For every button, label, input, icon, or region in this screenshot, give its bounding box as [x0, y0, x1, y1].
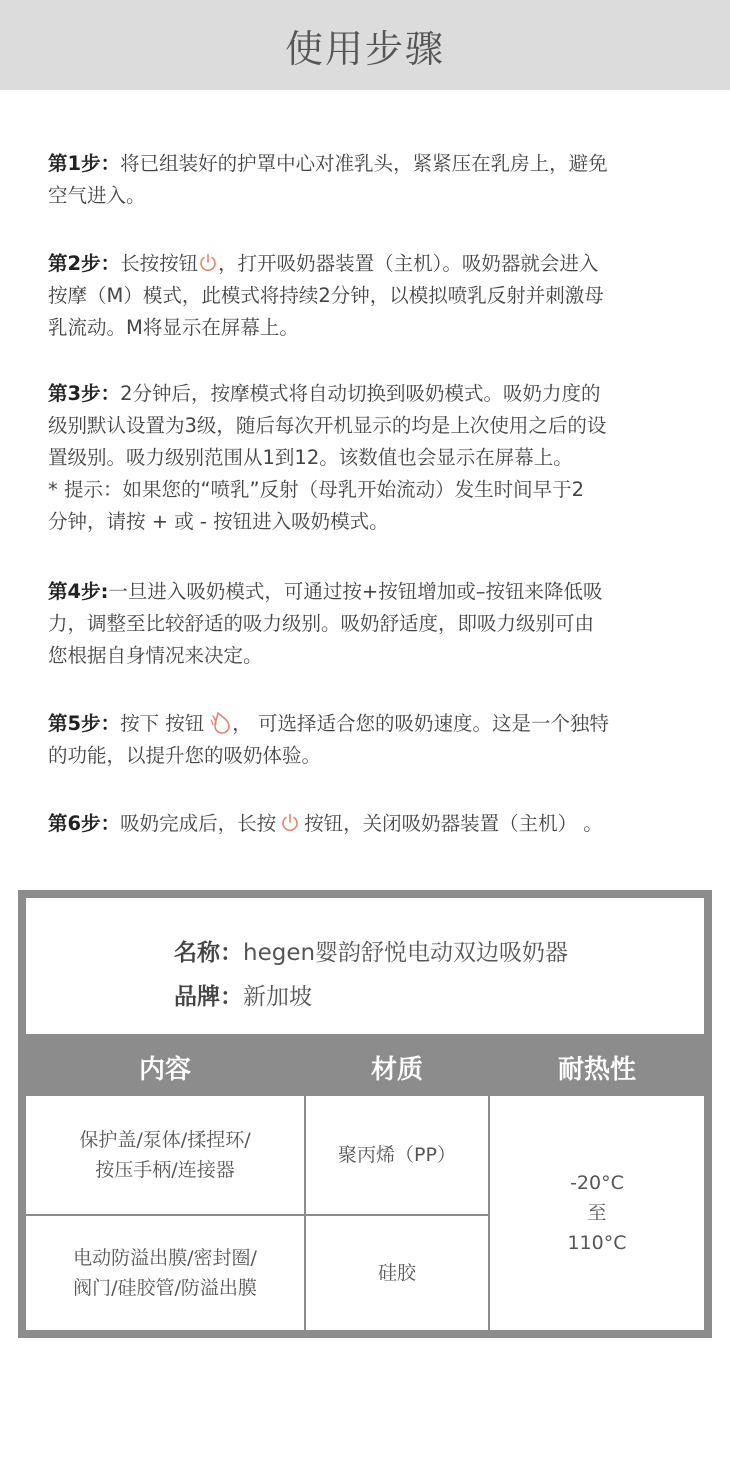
step-text: 置级别。吸力级别范围从1到12。该数值也会显示在屏幕上。	[48, 446, 573, 469]
step-label: 第3步：	[48, 382, 121, 405]
step-text: 按钮，关闭吸奶器装置（主机） 。	[304, 812, 603, 835]
table-cell	[306, 1096, 488, 1214]
step-text: 将已组装好的护罩中心对准乳头，紧紧压在乳房上，避免	[120, 152, 608, 175]
step-text: 级别默认设置为3级，随后每次开机显示的均是上次使用之后的设	[48, 414, 607, 437]
step-text: 吸奶完成后，长按	[120, 812, 277, 835]
product-brand-value: 新加坡	[243, 984, 312, 1010]
step-label: 第4步:	[48, 580, 109, 603]
table-cell	[26, 1216, 304, 1330]
header-content: 内容	[26, 1040, 304, 1094]
table-cell-heat	[490, 1096, 704, 1330]
product-info	[26, 898, 704, 1034]
step-5	[48, 708, 693, 772]
cell-content: 电动防溢出膜/密封圈/ 阀门/硅胶管/防溢出膜	[73, 1247, 257, 1299]
step-4	[48, 576, 693, 672]
step-text: 的功能，以提升您的吸奶体验。	[48, 744, 322, 767]
step-text: 按下 按钮	[120, 712, 205, 735]
step-label: 第2步：	[48, 252, 121, 275]
step-text: ， 可选择适合您的吸奶速度。这是一个独特	[232, 712, 609, 735]
step-label: 第5步：	[48, 712, 121, 735]
step-text: 您根据自身情况来决定。	[48, 644, 263, 667]
step-text: 一旦进入吸奶模式，可通过按+按钮增加或–按钮来降低吸	[108, 580, 603, 603]
step-label: 第6步：	[48, 812, 121, 835]
step-2	[48, 248, 693, 344]
step-text: 长按按钮	[120, 252, 199, 275]
tip-text: 分钟，请按 + 或 - 按钮进入吸奶模式。	[48, 510, 389, 533]
droplet-speed-icon	[210, 711, 232, 735]
step-1	[48, 148, 693, 212]
product-brand-label: 品牌：	[174, 984, 243, 1010]
product-name-label: 名称：	[174, 940, 243, 966]
step-text: 乳流动。M将显示在屏幕上。	[48, 316, 299, 339]
step-6	[48, 808, 693, 840]
step-text: 按摩（M）模式，此模式将持续2分钟，以模拟喷乳反射并刺激母	[48, 284, 604, 307]
step-text: 力，调整至比较舒适的吸力级别。吸奶舒适度，即吸力级别可由	[48, 612, 595, 635]
table-cell	[26, 1096, 304, 1214]
cell-material: 聚丙烯（PP）	[338, 1144, 456, 1166]
power-icon	[280, 813, 300, 833]
step-text: ，打开吸奶器装置（主机）。吸奶器就会进入	[218, 252, 599, 275]
header-material: 材质	[306, 1040, 488, 1094]
page-header	[0, 0, 730, 90]
cell-heat: -20°C 至 110°C	[567, 1172, 627, 1254]
cell-content: 保护盖/泵体/揉捏环/ 按压手柄/连接器	[79, 1129, 251, 1181]
product-brand	[174, 978, 312, 1011]
product-name	[174, 934, 568, 967]
spec-table	[18, 890, 712, 1338]
step-3	[48, 378, 693, 538]
step-text: 2分钟后，按摩模式将自动切换到吸奶模式。吸奶力度的	[120, 382, 601, 405]
cell-material: 硅胶	[377, 1262, 416, 1284]
step-text: 空气进入。	[48, 184, 146, 207]
page-title: 使用步骤	[284, 26, 445, 71]
product-name-value: hegen婴韵舒悦电动双边吸奶器	[243, 940, 569, 966]
tip-text: * 提示：如果您的“喷乳”反射（母乳开始流动）发生时间早于2	[48, 478, 585, 501]
step-label: 第1步：	[48, 152, 121, 175]
header-heat: 耐热性	[490, 1040, 704, 1094]
table-cell	[306, 1216, 488, 1330]
power-icon	[198, 253, 218, 273]
